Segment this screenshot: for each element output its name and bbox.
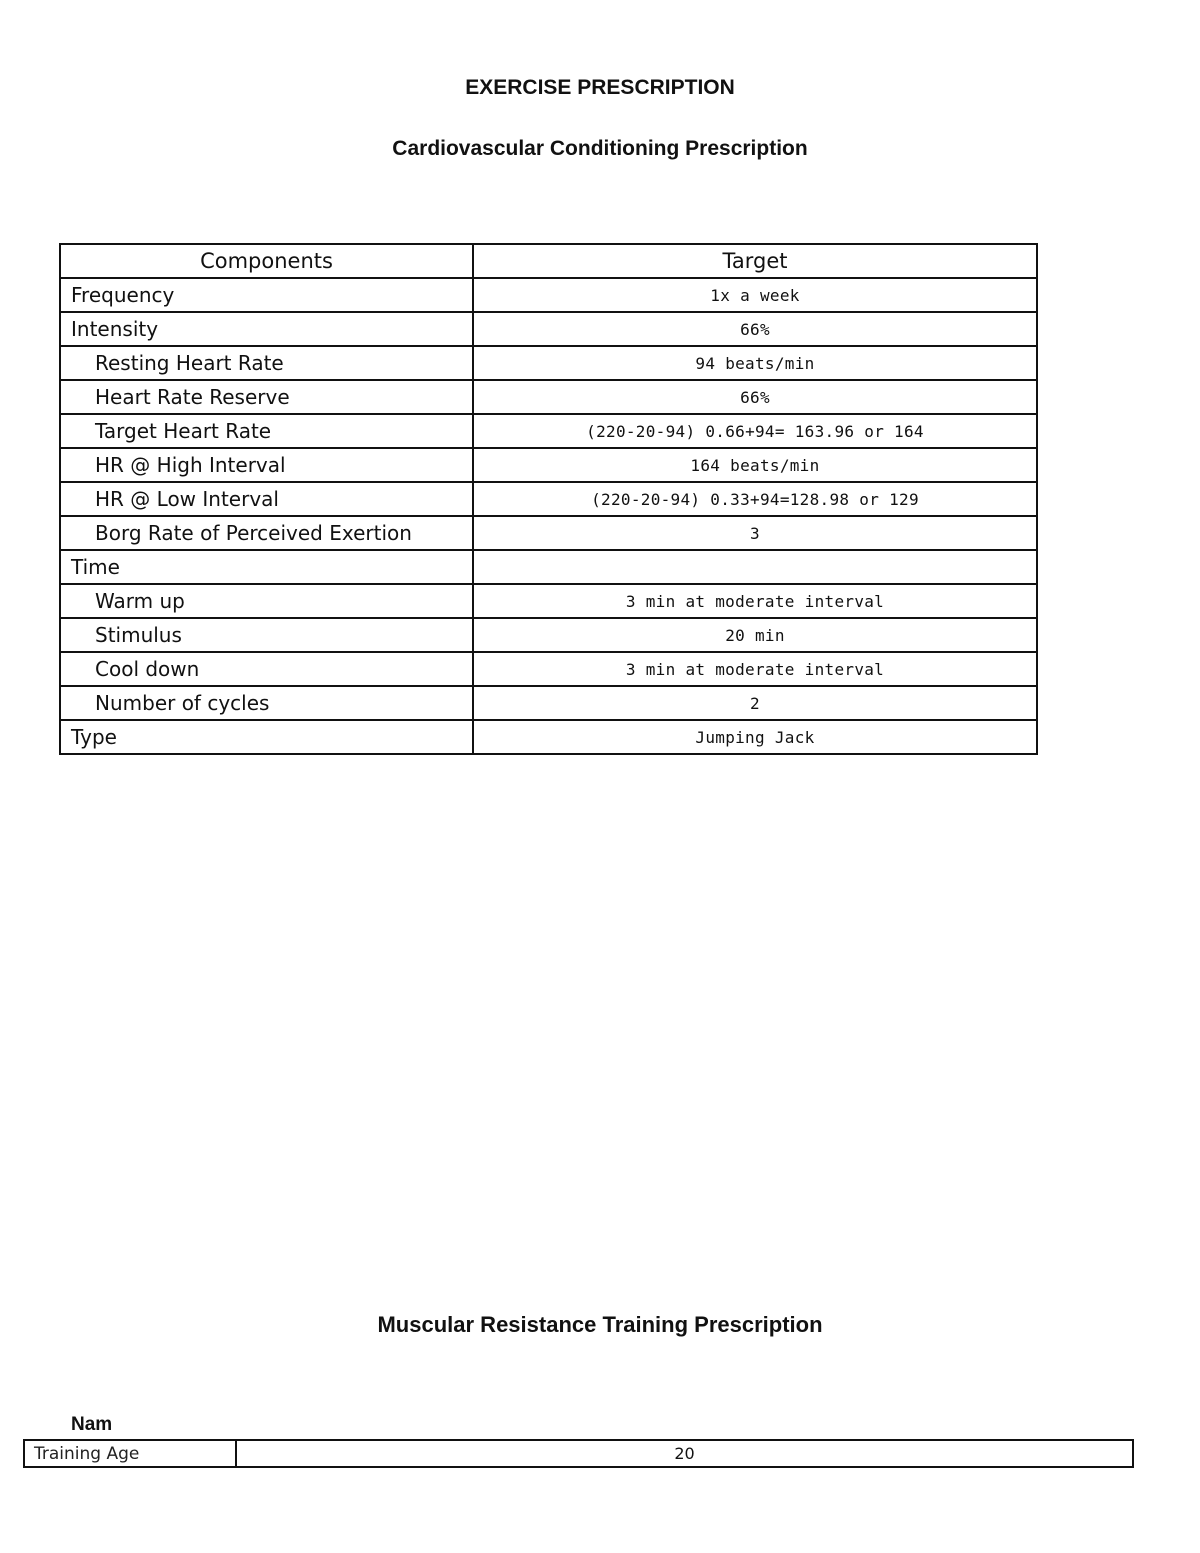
training-age-value: 20 — [236, 1440, 1133, 1467]
cardio-section-heading: Cardiovascular Conditioning Prescription — [392, 137, 808, 160]
component-cell: Cool down — [60, 652, 473, 686]
table-row — [60, 720, 1037, 754]
target-cell: 3 min at moderate interval — [473, 652, 1037, 686]
document-title: EXERCISE PRESCRIPTION — [465, 76, 735, 99]
name-label: Nam — [71, 1414, 113, 1435]
table-row — [60, 278, 1037, 312]
component-cell: HR @ Low Interval — [60, 482, 473, 516]
target-cell: 20 min — [473, 618, 1037, 652]
target-cell: (220-20-94) 0.33+94=128.98 or 129 — [473, 482, 1037, 516]
target-cell — [473, 550, 1037, 584]
target-cell: 66% — [473, 380, 1037, 414]
muscular-section-heading: Muscular Resistance Training Prescription — [377, 1312, 823, 1337]
header-components: Components — [60, 244, 473, 278]
table-row — [60, 550, 1037, 584]
training-age-label: Training Age — [24, 1440, 236, 1467]
component-cell: HR @ High Interval — [60, 448, 473, 482]
table-row — [60, 618, 1037, 652]
component-cell: Resting Heart Rate — [60, 346, 473, 380]
header-target: Target — [473, 244, 1037, 278]
cardio-table-body — [60, 244, 1037, 754]
table-row — [60, 652, 1037, 686]
target-cell: (220-20-94) 0.66+94= 163.96 or 164 — [473, 414, 1037, 448]
training-age-table — [23, 1439, 1134, 1468]
table-row — [60, 414, 1037, 448]
component-cell: Frequency — [60, 278, 473, 312]
target-cell: 2 — [473, 686, 1037, 720]
component-cell: Heart Rate Reserve — [60, 380, 473, 414]
component-cell: Target Heart Rate — [60, 414, 473, 448]
component-cell: Time — [60, 550, 473, 584]
cardio-prescription-table — [59, 243, 1038, 755]
target-cell: 3 min at moderate interval — [473, 584, 1037, 618]
target-cell: 1x a week — [473, 278, 1037, 312]
table-row — [60, 448, 1037, 482]
component-cell: Intensity — [60, 312, 473, 346]
target-cell: 164 beats/min — [473, 448, 1037, 482]
table-header-row — [60, 244, 1037, 278]
component-cell: Stimulus — [60, 618, 473, 652]
component-cell: Type — [60, 720, 473, 754]
table-row — [60, 346, 1037, 380]
table-row — [60, 312, 1037, 346]
component-cell: Borg Rate of Perceived Exertion — [60, 516, 473, 550]
table-row — [60, 686, 1037, 720]
table-row — [60, 516, 1037, 550]
component-cell: Number of cycles — [60, 686, 473, 720]
table-row — [60, 482, 1037, 516]
target-cell: 3 — [473, 516, 1037, 550]
table-row — [60, 380, 1037, 414]
table-row — [24, 1440, 1133, 1467]
target-cell: 66% — [473, 312, 1037, 346]
target-cell: 94 beats/min — [473, 346, 1037, 380]
target-cell: Jumping Jack — [473, 720, 1037, 754]
component-cell: Warm up — [60, 584, 473, 618]
table-row — [60, 584, 1037, 618]
